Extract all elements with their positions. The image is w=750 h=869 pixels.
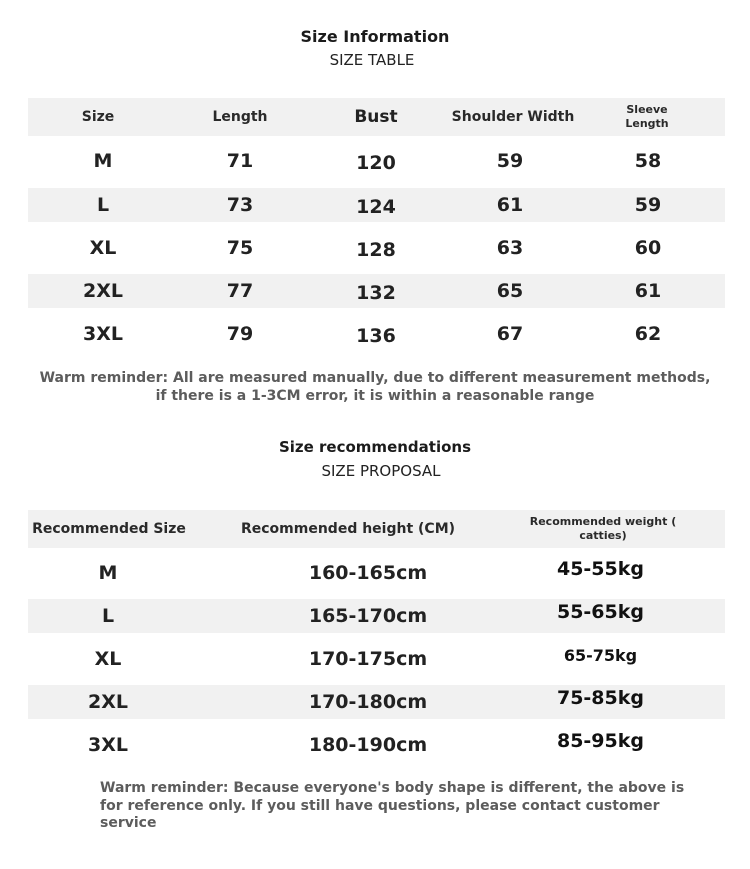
cell-size: 3XL — [83, 323, 123, 345]
cell-recommended-size: 2XL — [88, 691, 128, 713]
cell-recommended-weight: 75-85kg — [556, 687, 644, 709]
cell-shoulder: 59 — [496, 150, 524, 172]
cell-length: 75 — [226, 237, 254, 259]
cell-length: 77 — [226, 280, 254, 302]
size-info-title: Size Information — [300, 27, 450, 46]
table-row — [28, 231, 725, 265]
cell-sleeve: 58 — [634, 150, 662, 172]
cell-length: 79 — [226, 323, 254, 345]
cell-sleeve: 62 — [634, 323, 662, 345]
reco-table-header — [28, 510, 725, 548]
size-table-header — [28, 98, 725, 136]
cell-shoulder: 67 — [496, 323, 524, 345]
header-recommended-weight: Recommended weight ( catties) — [529, 515, 677, 542]
table-row — [28, 317, 725, 351]
cell-recommended-height: 160-165cm — [308, 562, 428, 584]
size-info-reminder: Warm reminder: All are measured manually, due to different measurement methods, if there is a 1-3CM error, it is within a reasonable range — [39, 370, 711, 404]
cell-bust: 124 — [356, 196, 396, 218]
cell-sleeve: 61 — [634, 280, 662, 302]
cell-size: M — [93, 150, 113, 172]
cell-recommended-size: L — [101, 605, 115, 627]
cell-shoulder: 65 — [496, 280, 524, 302]
cell-length: 71 — [226, 150, 254, 172]
cell-size: L — [96, 194, 110, 216]
cell-recommended-size: M — [98, 562, 118, 584]
cell-recommended-height: 180-190cm — [308, 734, 428, 756]
table-row — [28, 274, 725, 308]
cell-sleeve: 60 — [634, 237, 662, 259]
table-row — [28, 599, 725, 633]
cell-recommended-size: 3XL — [88, 734, 128, 756]
size-reco-reminder: Warm reminder: Because everyone's body shape is different, the above is for reference only. If you still have questions, please contact customer service — [100, 780, 685, 831]
cell-bust: 132 — [356, 282, 396, 304]
cell-recommended-weight: 45-55kg — [556, 558, 644, 580]
table-row — [28, 642, 725, 676]
cell-recommended-weight: 65-75kg — [563, 645, 638, 665]
table-row — [28, 728, 725, 762]
size-info-subtitle: SIZE TABLE — [329, 51, 415, 69]
header-recommended-size: Recommended Size — [32, 521, 186, 537]
cell-bust: 136 — [356, 325, 396, 347]
header-sleeve-length: Sleeve Length — [625, 103, 669, 130]
cell-recommended-height: 170-180cm — [308, 691, 428, 713]
cell-shoulder: 63 — [496, 237, 524, 259]
cell-recommended-height: 165-170cm — [308, 605, 428, 627]
cell-length: 73 — [226, 194, 254, 216]
cell-size: XL — [89, 237, 117, 259]
cell-size: 2XL — [83, 280, 123, 302]
cell-bust: 120 — [356, 152, 396, 174]
table-row — [28, 144, 725, 178]
cell-shoulder: 61 — [496, 194, 524, 216]
cell-recommended-size: XL — [94, 648, 122, 670]
header-shoulder-width: Shoulder Width — [451, 109, 575, 125]
size-reco-subtitle: SIZE PROPOSAL — [321, 462, 441, 480]
header-bust: Bust — [354, 107, 398, 127]
header-size: Size — [81, 109, 115, 125]
cell-bust: 128 — [356, 239, 396, 261]
header-length: Length — [212, 109, 268, 125]
table-row — [28, 685, 725, 719]
size-reco-title: Size recommendations — [278, 438, 472, 456]
cell-recommended-weight: 85-95kg — [556, 730, 644, 752]
table-row — [28, 556, 725, 590]
cell-recommended-height: 170-175cm — [308, 648, 428, 670]
cell-sleeve: 59 — [634, 194, 662, 216]
cell-recommended-weight: 55-65kg — [556, 601, 644, 623]
table-row — [28, 188, 725, 222]
header-recommended-height: Recommended height (CM) — [240, 521, 456, 537]
